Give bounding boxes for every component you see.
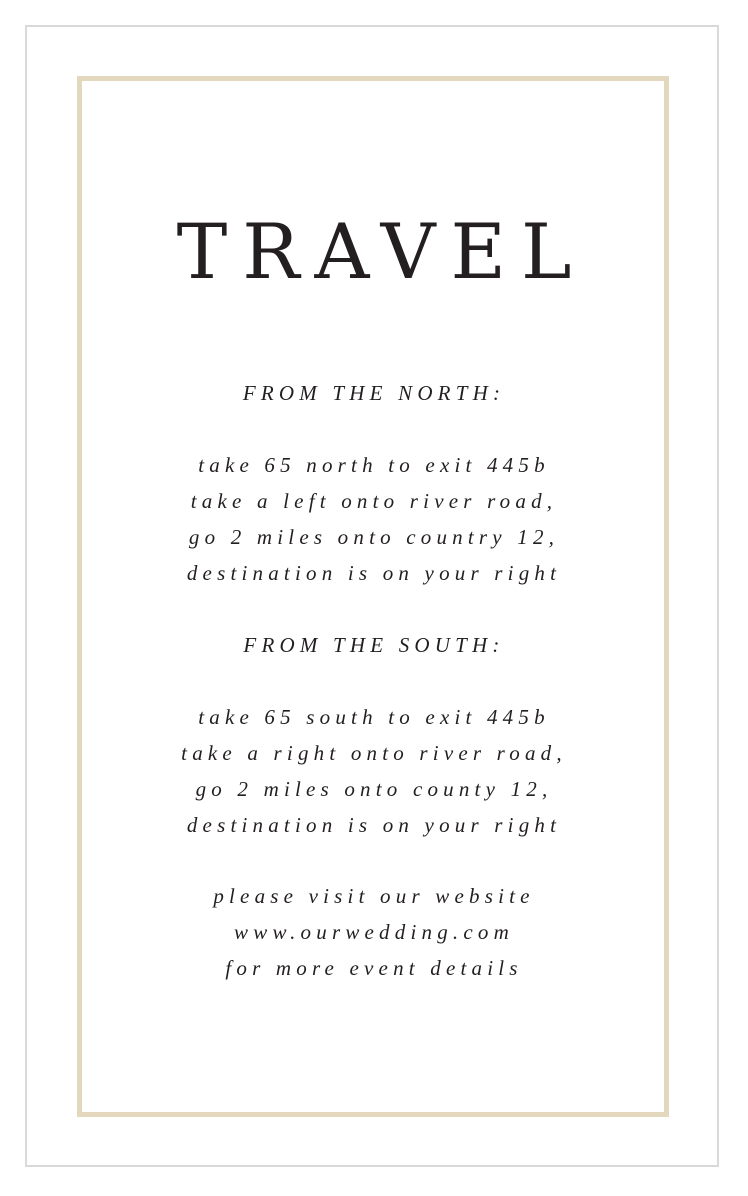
south-line-1: take 65 south to exit 445b [198,705,550,729]
footer-website: www.ourwedding.com [234,920,514,944]
north-line-4: destination is on your right [186,561,562,585]
north-heading: FROM THE NORTH: [242,381,506,405]
footer-line-3: for more event details [225,956,523,980]
north-line-2: take a left onto river road, [190,489,558,513]
footer-line-1: please visit our website [213,884,535,908]
card-title: TRAVEL [176,207,587,296]
south-heading: FROM THE SOUTH: [243,633,505,657]
north-line-1: take 65 north to exit 445b [198,453,550,477]
south-line-2: take a right onto river road, [181,741,567,765]
north-line-3: go 2 miles onto country 12, [188,525,560,549]
south-line-4: destination is on your right [186,813,562,837]
south-line-3: go 2 miles onto county 12, [195,777,553,801]
